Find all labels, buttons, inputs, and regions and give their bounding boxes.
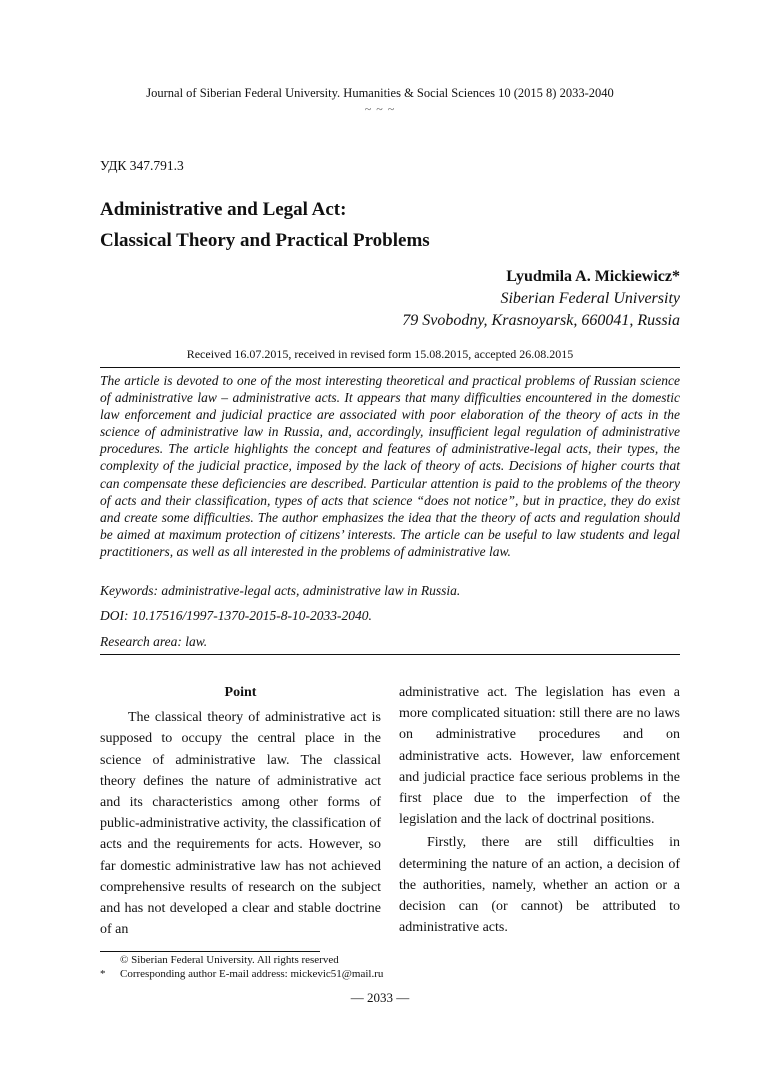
header-ornament: ~ ~ ~ — [364, 102, 396, 116]
title-line-1: Administrative and Legal Act: — [100, 199, 347, 220]
keywords: Keywords: administrative-legal acts, administrative law in Russia. — [100, 583, 461, 598]
author-address: 79 Svobodny, Krasnoyarsk, 660041, Russia — [402, 312, 680, 329]
received-dates: Received 16.07.2015, received in revised form 15.08.2015, accepted 26.08.2015 — [186, 347, 574, 361]
body-paragraph: Firstly, there are still difficulties in determining the nature of an action, a decision of the authorities, namely, whether an action or a decision can (or cannot) be attributed to administrative acts. — [399, 835, 680, 936]
article-title — [100, 194, 430, 256]
body-column-right — [399, 682, 680, 938]
abstract: The article is devoted to one of the most interesting theoretical and practical problems of Russian science of administrative law – administrative acts. It appears that many difficulties encountered in the domestic law enforcement and judicial practice are associated with poor elaboration of the theory of acts in the science of administrative law in Russia, and, accordingly, insufficient legal regulation of administrative procedures. The article highlights the concept and features of administrative-legal acts, their types, the complexity of the judicial practice, imposed by the lack of theory of acts. Decisions of higher courts that can compensate these deficiencies are described. Particular attention is paid to the problems of the theory of acts and their classification, types of acts that science “does not notice”, but in practice, they do exist and create some difficulties. The author emphasizes the idea that the theory of acts and regulation should be aimed at maximum protection of citizens’ interests. The article can be useful to law students and legal practitioners, as well as all interested in the problems of administrative law. — [100, 373, 680, 559]
research-area: Research area: law. — [100, 634, 208, 649]
title-line-2: Classical Theory and Practical Problems — [100, 230, 430, 251]
corresponding-email: Corresponding author E-mail address: mickevic51@mail.ru — [120, 968, 384, 980]
footnote-star: * — [100, 968, 106, 980]
abstract-bottom-rule — [100, 654, 680, 655]
abstract-top-rule — [100, 367, 680, 368]
doi: DOI: 10.17516/1997-1370-2015-8-10-2033-2040. — [100, 608, 372, 623]
page-number: — 2033 — — [350, 990, 410, 1005]
udk-code: УДК 347.791.3 — [100, 158, 184, 173]
footnote-rule — [100, 951, 320, 952]
body-paragraph: administrative act. The legislation has even a more complicated situation: still there are no laws on administrative procedures and on administrative acts. However, law enforcement and judicial practice face serious problems in the first place due to the imperfection of the legislation and the lack of doctrinal positions. — [399, 685, 680, 828]
copyright-text: © Siberian Federal University. All rights reserved — [120, 954, 339, 966]
body-paragraph: The classical theory of administrative act is supposed to occupy the central place in the science of administrative law. The classical theory defines the nature of administrative act and its characteristics among other forms of public-administrative activity, the classification of acts and the requirements for acts. However, so far domestic administrative law has not achieved comprehensive results of research on the subject and has not developed a clear and stable doctrine of an — [100, 710, 381, 938]
journal-header: Journal of Siberian Federal University. Humanities & Social Sciences 10 (2015 8) 2033-2040 — [146, 86, 614, 100]
author-name: Lyudmila A. Mickiewicz* — [506, 268, 680, 285]
footnote-corresponding — [100, 968, 383, 980]
section-heading: Point — [224, 685, 257, 700]
author-block — [402, 266, 680, 332]
author-affiliation: Siberian Federal University — [500, 290, 680, 307]
body-column-left — [100, 682, 381, 940]
footnote-copyright — [100, 954, 339, 966]
